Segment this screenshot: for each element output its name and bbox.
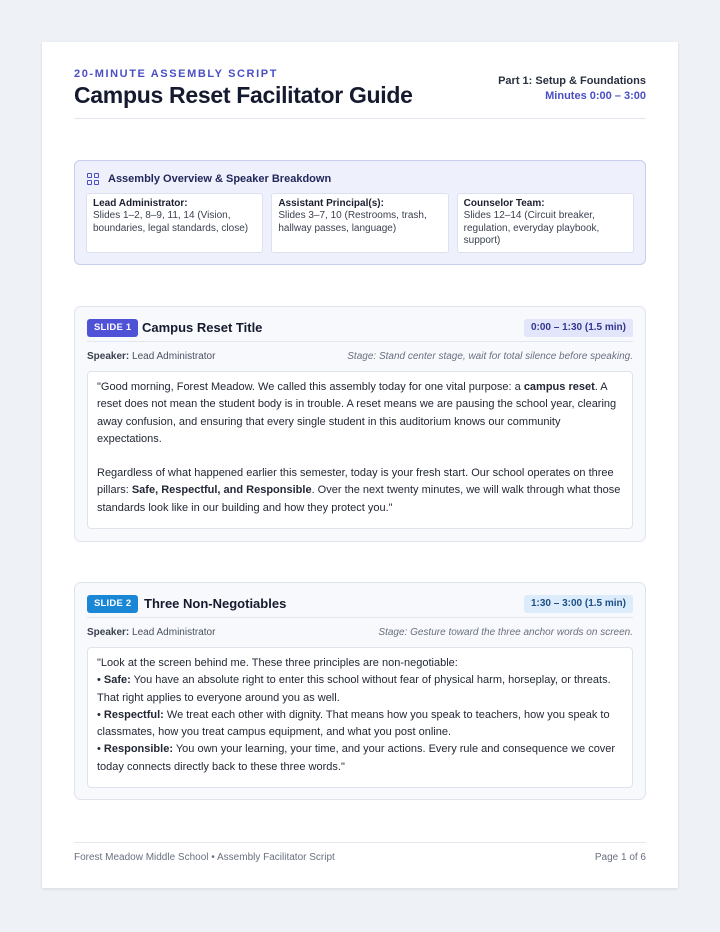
script-intro: "Look at the screen behind me. These three principles are non-negotiable: xyxy=(97,657,458,669)
speaker-role: Counselor Team: xyxy=(463,198,545,209)
speaker-card-assistant-principal xyxy=(271,193,448,253)
speaker-role: Assistant Principal(s): xyxy=(278,198,384,209)
speaker-label: Speaker: xyxy=(87,351,130,362)
eyebrow-label: 20-MINUTE ASSEMBLY SCRIPT xyxy=(74,68,279,80)
slide-meta xyxy=(87,627,633,641)
minutes-range: Minutes 0:00 – 3:00 xyxy=(545,90,646,102)
time-badge: 0:00 – 1:30 (1.5 min) xyxy=(524,319,633,337)
part-label: Part 1: Setup & Foundations xyxy=(498,75,646,87)
slide-badge: SLIDE 2 xyxy=(87,595,138,613)
speaker-slides: Slides 12–14 (Circuit breaker, regulation, everyday playbook, support) xyxy=(463,210,600,246)
speaker-card-counselor-team xyxy=(457,193,634,253)
bullet-responsible: • Responsible: You own your learning, your time, and your actions. Every rule and consequence we cover today connects directly back to these three words." xyxy=(97,743,616,773)
speaker-role: Lead Administrator: xyxy=(93,198,188,209)
bullet-respectful: • Respectful: We treat each other with dignity. That means how you speak to teachers, how you speak to classmates, how you treat campus equipment, and what you post online. xyxy=(97,708,610,739)
script-quote xyxy=(87,371,633,529)
time-badge: 1:30 – 3:00 (1.5 min) xyxy=(524,595,633,613)
slide-card-1 xyxy=(74,306,646,542)
speaker-slides: Slides 1–2, 8–9, 11, 14 (Vision, boundaries, legal standards, close) xyxy=(93,210,249,234)
stage-direction: Stage: Stand center stage, wait for total silence before speaking. xyxy=(347,351,633,362)
bullet-safe: • Safe: You have an absolute right to enter this school without fear of physical harm, horseplay, or threats. That right applies to everyone around you as well. xyxy=(97,674,611,704)
speaker-line xyxy=(87,351,215,362)
script-paragraph: Regardless of what happened earlier this semester, today is your fresh start. Our school operates on three pillars: Safe, Respectful, and Responsible. Over the next twenty minutes, we will walk through what those standards look like in our building and how they protect you." xyxy=(97,467,621,514)
page-header xyxy=(74,68,646,119)
slide-header xyxy=(87,319,633,342)
speaker-line xyxy=(87,627,215,638)
speaker-card-lead-administrator xyxy=(86,193,263,253)
speaker-name: Lead Administrator xyxy=(132,351,216,362)
overview-header xyxy=(87,172,331,186)
footer-school: Forest Meadow Middle School • Assembly Facilitator Script xyxy=(74,852,335,863)
script-quote xyxy=(87,647,633,788)
page-title: Campus Reset Facilitator Guide xyxy=(74,82,413,108)
slide-header xyxy=(87,595,633,618)
grid-icon xyxy=(87,173,99,185)
speaker-label: Speaker: xyxy=(87,627,130,638)
stage-direction: Stage: Gesture toward the three anchor words on screen. xyxy=(378,627,633,638)
overview-title: Assembly Overview & Speaker Breakdown xyxy=(108,173,332,185)
assembly-overview-panel xyxy=(74,160,646,265)
speaker-name: Lead Administrator xyxy=(132,627,216,638)
speaker-breakdown xyxy=(86,193,634,253)
speaker-slides: Slides 3–7, 10 (Restrooms, trash, hallway passes, language) xyxy=(278,210,427,234)
header-meta xyxy=(498,75,646,102)
slide-title: Three Non-Negotiables xyxy=(144,596,287,611)
page-number: Page 1 of 6 xyxy=(594,852,646,863)
slide-title: Campus Reset Title xyxy=(142,320,263,335)
slide-meta xyxy=(87,351,633,365)
document-page xyxy=(42,42,678,888)
slide-card-2 xyxy=(74,582,646,800)
page-footer xyxy=(74,842,646,872)
script-paragraph: "Good morning, Forest Meadow. We called this assembly today for one vital purpose: a campus reset. A reset does not mean the student body is in trouble. A reset means we are pausing the school year, clearing away confusion, and ensuring that every single student in this auditorium knows our community expectations. xyxy=(97,381,617,445)
slide-badge: SLIDE 1 xyxy=(87,319,138,337)
